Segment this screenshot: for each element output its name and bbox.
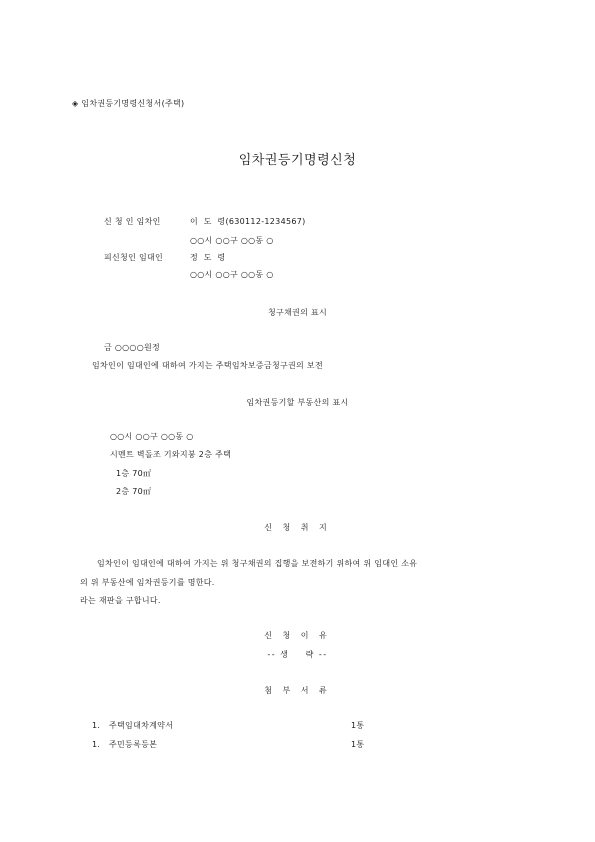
reason-omitted: -- 생 략 -- xyxy=(267,650,328,659)
purpose-line-3: 라는 재판을 구합니다. xyxy=(80,596,161,605)
attachment-count: 1통 xyxy=(351,721,365,730)
applicant-address: ○○시 ○○구 ○○동 ○ xyxy=(190,236,274,245)
attachment-number: 1. xyxy=(92,740,101,749)
reason-heading: 신 청 이 유 xyxy=(264,631,331,640)
property-floor-2: 2층 70㎡ xyxy=(116,487,152,496)
applicant-label: 신 청 인 임차인 xyxy=(104,217,161,226)
respondent-name: 정 도 령 xyxy=(190,253,226,262)
property-floor-1: 1층 70㎡ xyxy=(116,469,152,478)
attachment-name: 주택임대차계약서 xyxy=(109,721,174,730)
attachments-heading: 첨 부 서 류 xyxy=(264,686,331,695)
property-structure: 시멘트 벽돌조 기와지붕 2층 주택 xyxy=(110,450,232,459)
attachment-name: 주민등록등본 xyxy=(109,740,158,749)
property-address: ○○시 ○○구 ○○동 ○ xyxy=(110,432,194,441)
document-title: 임차권등기명령신청 xyxy=(238,153,357,168)
property-heading: 임차권등기할 부동산의 표시 xyxy=(246,398,349,407)
claim-amount: 금 ○○○○원정 xyxy=(104,343,161,352)
claim-description: 임차인이 임대인에 대하여 가지는 주택임차보증금청구권의 보전 xyxy=(92,361,323,370)
respondent-label: 피신청인 임대인 xyxy=(104,253,164,262)
attachment-count: 1통 xyxy=(351,740,365,749)
document-type-tag: ◈ 임차권등기명령신청서(주택) xyxy=(72,99,185,108)
purpose-heading: 신 청 취 지 xyxy=(264,523,331,532)
respondent-address: ○○시 ○○구 ○○동 ○ xyxy=(190,270,274,279)
attachment-number: 1. xyxy=(92,721,101,730)
claim-heading: 청구채권의 표시 xyxy=(267,308,328,317)
purpose-line-1: 임차인이 임대인에 대하여 가지는 위 청구채권의 집행을 보전하기 위하여 위 임대인 소유 xyxy=(97,559,418,568)
applicant-name: 이 도 령(630112-1234567) xyxy=(190,217,306,226)
purpose-line-2: 의 위 부동산에 임차권등기를 명한다. xyxy=(80,578,215,587)
